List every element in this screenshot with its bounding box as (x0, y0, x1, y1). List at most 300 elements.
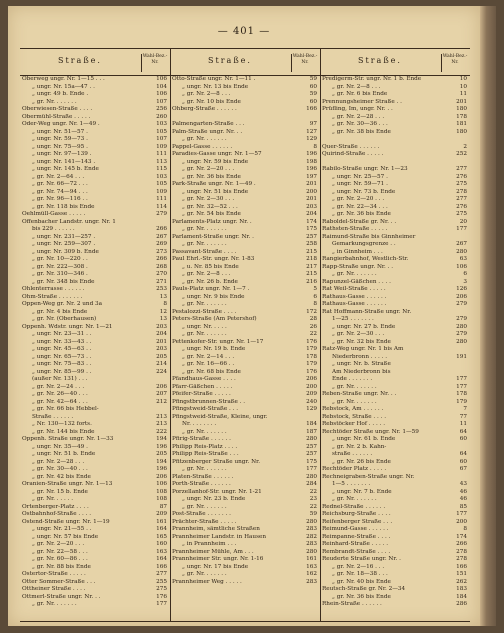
district-number: 203 (156, 346, 167, 352)
district-number: 165 (156, 533, 167, 540)
column-subtitle: Wahl-Bez.-Nr. (291, 54, 318, 72)
street-name: Rhein-Straße . . . . . . (322, 601, 382, 607)
district-number: 177 (456, 511, 467, 517)
district-number: 205 (156, 451, 167, 457)
district-number: 13 (159, 293, 167, 300)
index-entry (320, 189, 470, 197)
street-name: „ ungr. Nr. 19 b. Ende (182, 346, 246, 352)
street-name: „ ungr. Nr. 73 b. Ende (332, 188, 396, 195)
district-number: 194 (156, 436, 167, 442)
street-name: Ratz-Weg ungr. Nr. 1 bis Am (322, 346, 404, 352)
district-number: 206 (156, 383, 167, 390)
district-number: 3 (463, 278, 467, 285)
street-name: „ gr. Nr. . . . . . . (32, 601, 77, 607)
index-entry (320, 594, 470, 602)
street-name: „ gr. Nr. 10 bis Ende (182, 98, 241, 105)
district-number: 184 (306, 421, 317, 427)
district-number: 46 (459, 488, 467, 495)
street-name: Rathsten-Straße . . . . . (322, 226, 388, 232)
district-number: 127 (306, 128, 317, 135)
district-number: 109 (156, 188, 167, 195)
street-name: „ ungr. Nr. 45—63 . . (32, 346, 92, 352)
index-entry (170, 444, 320, 452)
street-name: „ ungr. Nr. 259—307 . (32, 241, 96, 247)
index-entry (320, 294, 470, 302)
district-number: 279 (156, 211, 167, 217)
street-name: „ ungr. Nr. 141—143 . (32, 158, 96, 165)
index-entry (20, 196, 170, 204)
district-number: 151 (456, 571, 467, 577)
index-entry (320, 586, 470, 594)
district-number: 269 (156, 241, 167, 247)
index-entry (20, 136, 170, 144)
index-entry (170, 541, 320, 549)
street-name: „ gr. Nr. 26 b. Ende (182, 278, 238, 285)
index-entry (320, 114, 470, 122)
index-entry (320, 279, 470, 287)
district-number: 283 (306, 526, 317, 532)
index-entry (170, 196, 320, 204)
street-name: Quer-Straße . . . . . . (322, 143, 380, 150)
district-number: 277 (456, 196, 467, 202)
index-entry (20, 309, 170, 317)
street-name: Rechneigraben-Straße ungr. Nr. (322, 473, 415, 480)
street-name: „ gr. Nr. 88 bis Ende (32, 563, 91, 570)
street-name: „ gr. Nr. 2—28 . . . (32, 458, 85, 465)
street-name: Post-Straße . . . . . . . (172, 511, 231, 517)
index-entry (170, 384, 320, 392)
street-name: Oppenh. Wdstr. ungr. Nr. 1—21 (22, 323, 113, 330)
index-entry (320, 601, 470, 609)
district-number: 260 (156, 113, 167, 120)
street-name: „ gr. Nr. 26—40 . . . (32, 391, 88, 397)
district-number: 222 (156, 428, 167, 435)
district-number: 200 (306, 188, 317, 195)
street-name: Ende . . . . . . . (332, 376, 373, 382)
street-name: „ ungr. Nr. 15a—47 . . (32, 83, 95, 90)
street-name: Rapunzel-Gäßchen . . . . (322, 278, 391, 285)
street-name: Pfandhaus-Gasse . . . . (172, 376, 236, 382)
index-entry (170, 331, 320, 339)
district-number: 177 (456, 383, 467, 390)
street-name: „ gr. Nr. 54 bis Ende (182, 211, 241, 217)
district-number: 176 (156, 593, 167, 600)
street-name: „ gr. Nr. 16—66 . . (182, 361, 235, 367)
index-entry (320, 309, 470, 317)
index-entry (20, 504, 170, 512)
street-name: straße . . . . . . (332, 451, 373, 457)
street-name: Paradies-Gasse ungr. Nr. 1—57 (172, 151, 262, 157)
district-number: 206 (156, 473, 167, 480)
district-number: 206 (456, 293, 467, 300)
index-entry (20, 294, 170, 302)
district-number: 106 (456, 263, 467, 270)
district-number: 108 (156, 488, 167, 495)
index-entry (170, 136, 320, 144)
district-number: 172 (306, 308, 317, 315)
street-name: Prüfling, Im, ungr. Nr. . . (322, 106, 393, 112)
index-entry (320, 121, 470, 129)
district-number: 200 (456, 518, 467, 525)
index-entry (20, 444, 170, 452)
index-entry (20, 144, 170, 152)
district-number: 22 (309, 331, 317, 337)
street-name: bis 229 . . . . . . (32, 226, 75, 232)
district-number: 191 (456, 353, 467, 360)
index-entry (170, 316, 320, 324)
district-number: 6 (463, 271, 467, 277)
index-entry (320, 196, 470, 204)
index-entry (20, 519, 170, 527)
street-name: Predigerm-Str. ungr. Nr. 1 b. Ende (322, 76, 422, 82)
index-entry (170, 369, 320, 377)
street-name: „ gr. Nr. 2—20 . . . (182, 166, 235, 172)
district-number: 280 (306, 473, 317, 480)
street-name: Palmengarten-Straße . . . (172, 121, 245, 127)
index-entry (170, 504, 320, 512)
index-entry (20, 361, 170, 369)
index-entry (170, 496, 320, 504)
street-name: Porzellanhof-Str. ungr. Nr. 1-21 (172, 488, 262, 495)
index-entry (320, 226, 470, 234)
street-name: Reimund-Gasse . . . . . . (322, 526, 389, 532)
street-name: „ ungr. Nr. 25—57 . (332, 173, 388, 180)
street-name: „ gr. Nr. 36 bis Ende (182, 173, 241, 180)
district-number: 280 (456, 323, 467, 330)
index-entry (320, 84, 470, 92)
street-name: Rat Weil-Straße . . . . . (322, 286, 386, 292)
street-name: „ gr. Nr. . . . . . . (332, 398, 377, 405)
street-name: „ gr. Nr. 38 bis Ende (332, 128, 391, 135)
index-entry (20, 369, 170, 377)
street-name: „ ungr. Nr. 75—95 . (32, 143, 88, 150)
street-name: „ gr. Nr. 310—346 . (32, 271, 88, 277)
index-entry (170, 564, 320, 572)
column-title: Straße. (358, 56, 402, 65)
street-name: „ gr. Nr. . . . . . . (32, 98, 77, 105)
district-number: 207 (156, 391, 167, 397)
district-number: 85 (459, 503, 467, 510)
district-number: 129 (306, 136, 317, 142)
street-name: „ ungr. Nr. 33—43 . . (32, 338, 92, 345)
index-entry (320, 316, 470, 324)
street-name: Pappel-Gasse . . . . . . (172, 143, 233, 150)
street-name: „ gr. Nr. 2—30 . . . (332, 331, 385, 337)
district-number: 218 (306, 256, 317, 262)
street-name: Pauls-Platz ungr. Nr. 1—7 . (172, 286, 250, 292)
street-name: „ ungr. Nr. 27 b. Ende (332, 323, 396, 330)
street-name: „ gr. Nr. . . . . . . (182, 428, 227, 435)
index-entry (170, 256, 320, 264)
district-number: 177 (456, 376, 467, 382)
district-number: 203 (156, 323, 167, 330)
index-entry (20, 384, 170, 392)
book-page (8, 6, 480, 626)
index-entry (320, 579, 470, 587)
street-name: Obermühl-Straße . . . . . (22, 113, 91, 120)
district-number: 13 (159, 316, 167, 322)
street-name: „ ungr. Nr. 9 bis Ende (182, 293, 245, 300)
index-entry (20, 376, 170, 384)
street-name: Prannheimer Mühle, Am . . . (172, 548, 254, 555)
index-entry (20, 459, 170, 467)
district-number: 115 (156, 166, 167, 172)
street-name: „ gr. Nr. 68 bis Ende (182, 368, 241, 375)
district-number: 163 (156, 548, 167, 555)
index-entry (320, 541, 470, 549)
district-number: 224 (156, 368, 167, 375)
index-entry (320, 414, 470, 422)
street-name: „ gr. Nr. 40 bis Ende (332, 578, 391, 585)
street-name: „ gr. Nr. 10—220 . . (32, 256, 88, 262)
street-name: Oppen-Weg gr. Nr. 2 und 3a (22, 301, 103, 307)
street-name: Prannheimer Weg . . . . . (172, 578, 242, 585)
street-name: „ gr. Nr. 22—58 . . . (32, 548, 88, 555)
street-name: Pfingstweid-Straße, Kleine, ungr. (172, 413, 268, 420)
district-number: 198 (306, 158, 317, 165)
district-number: 178 (456, 391, 467, 397)
district-number: 206 (306, 376, 317, 382)
street-name: „ u. Nr. 85 bis Ende (182, 263, 239, 270)
district-number: 212 (156, 398, 167, 405)
index-entry (170, 309, 320, 317)
street-name: Oberweg ungr. Nr. 1—15 . . . (22, 76, 105, 82)
street-name: „ gr. Nr. . . . . . . (332, 383, 377, 390)
district-number: 161 (306, 556, 317, 562)
column-title: Straße. (58, 56, 102, 65)
district-number: 177 (306, 466, 317, 472)
street-name: Reutsch-Straße gr. Nr. 2—34 (322, 586, 406, 592)
district-number: 176 (306, 368, 317, 375)
street-name: „ gr. Nr. 2—28 . . . (332, 113, 385, 120)
street-name: Reichsburg-Straße . . . . (322, 511, 391, 517)
index-entry (20, 91, 170, 99)
district-number: 255 (156, 578, 167, 585)
index-entry (170, 339, 320, 347)
index-entry (20, 76, 170, 84)
street-name: Am Niederbronn bis (332, 368, 391, 375)
district-number: 280 (306, 436, 317, 442)
index-entry (320, 519, 470, 527)
street-name: „ gr. Nr. 18—38 . . . (332, 571, 388, 577)
column-header (20, 49, 170, 76)
district-number: 97 (309, 121, 317, 127)
index-entry (170, 534, 320, 542)
district-number: 205 (156, 353, 167, 360)
street-name: „ gr. Nr. . . . . . . (182, 136, 227, 142)
street-name: Oehlmüll-Gasse . . . . . (22, 211, 86, 217)
index-entry (20, 594, 170, 602)
district-number: 201 (456, 98, 467, 105)
index-entry (320, 106, 470, 114)
district-number: 201 (306, 181, 317, 187)
district-number: 59 (309, 91, 317, 97)
street-name: „ ungr. Nr. 23—31 . . (32, 331, 92, 337)
district-number: 268 (156, 263, 167, 270)
index-entry (320, 369, 470, 377)
index-entry (170, 159, 320, 167)
index-entry (20, 511, 170, 519)
index-entry (20, 249, 170, 257)
index-entry (20, 181, 170, 189)
index-entry (20, 601, 170, 609)
district-number: 200 (306, 383, 317, 390)
street-name: „ gr. Nr. 96—116 . . (32, 196, 88, 202)
index-entry (20, 166, 170, 174)
district-number: 60 (459, 458, 467, 465)
index-entry (170, 489, 320, 497)
street-name: „ gr. Nr. 2 b. Kahn- (332, 443, 387, 450)
district-number: 283 (306, 578, 317, 585)
district-number: 8 (463, 526, 467, 532)
street-name: „ gr. Nr. 144 bis Ende (32, 428, 95, 435)
district-number: 161 (156, 518, 167, 525)
index-entry (320, 264, 470, 272)
street-name: Prannheimer Str. ungr. Nr. 1-16 (172, 556, 264, 562)
district-number: 180 (456, 106, 467, 112)
district-number: 178 (456, 113, 467, 120)
index-entry (320, 144, 470, 152)
street-name: „ gr. Nr. 42 bis Ende (32, 473, 91, 480)
district-number: 280 (306, 518, 317, 525)
district-number: 111 (156, 151, 167, 157)
street-name: Offenbacher Landstr. ungr. Nr. 1 (22, 218, 116, 225)
district-number: 10 (459, 76, 467, 82)
district-number: 194 (156, 458, 167, 465)
index-entry (320, 504, 470, 512)
index-entry (320, 324, 470, 332)
district-number: 108 (156, 496, 167, 502)
index-entry (320, 496, 470, 504)
index-entry (170, 526, 320, 534)
street-name: „ ungr. Nr. 7 b. Ende (332, 488, 392, 495)
street-name: Straße . . . . . . (32, 413, 74, 420)
district-number: 217 (306, 263, 317, 270)
index-entry (320, 159, 470, 167)
street-name: Prannheimer Landstr. in Hausen (172, 533, 267, 540)
index-entry (320, 406, 470, 414)
index-entry (170, 519, 320, 527)
street-name: „ gr. Nr. . . . . . . (182, 503, 227, 510)
street-name: „ gr. Nr. . . . . . . (182, 466, 227, 472)
district-number: 215 (306, 271, 317, 277)
index-entry (20, 451, 170, 459)
street-name: Passavant-Straße . . . . (172, 248, 237, 255)
district-number: 175 (306, 226, 317, 232)
district-number: 284 (306, 481, 317, 487)
index-entry (20, 84, 170, 92)
district-number: 28 (309, 316, 317, 322)
index-entry (20, 429, 170, 437)
district-number: 160 (156, 541, 167, 547)
district-number: 253 (156, 286, 167, 292)
district-number: 215 (306, 248, 317, 255)
district-number: 179 (306, 346, 317, 352)
street-name: Pfingstbrunnen-Straße . . (172, 398, 246, 405)
district-number: 178 (306, 353, 317, 360)
district-number: 278 (456, 556, 467, 562)
street-name: Philipp Reis-Straße . . . (172, 451, 239, 457)
index-entry (320, 331, 470, 339)
street-name: „ ungr. Nr. 57 bis Ende (32, 533, 99, 540)
index-entry (20, 534, 170, 542)
street-name: Oder-Weg ungr. Nr. 1—49 . (22, 121, 100, 127)
district-number: 180 (456, 128, 467, 135)
index-entry (20, 279, 170, 287)
street-name: Rechtöder Platz . . . . . (322, 466, 387, 472)
district-number: 267 (456, 241, 467, 247)
index-entry (320, 466, 470, 474)
index-entry (20, 174, 170, 182)
street-name: „ gr. Nr. 36 bis Ende (332, 211, 391, 217)
street-name: „ gr. Nr. 2—8 . . . (332, 83, 381, 90)
district-number: 60 (309, 83, 317, 90)
index-entry (170, 571, 320, 579)
street-name: „ gr. Nr. 2—8 . . . (182, 91, 231, 97)
street-name: Pfirig-Straße . . . . . . (172, 436, 231, 442)
district-number: 275 (456, 211, 467, 217)
street-name: Nr. . . . . . . . (182, 421, 217, 427)
street-name: Rechtöder Straße ungr. Nr. 1—59 (322, 428, 419, 435)
district-number: 105 (156, 181, 167, 187)
index-entry (320, 241, 470, 249)
district-number: 204 (306, 211, 317, 217)
district-number: 6 (313, 293, 317, 300)
index-entry (170, 376, 320, 384)
index-entry (320, 384, 470, 392)
street-name: Quirind-Straße . . . . . (322, 151, 384, 157)
district-number: 209 (306, 391, 317, 397)
district-number: 12 (159, 308, 167, 315)
index-entry (20, 159, 170, 167)
street-name: Ottmerl-Straße ungr. Nr. . . (22, 593, 101, 600)
street-name: Pettenkofer-Str. ungr. Nr. 1—17 (172, 338, 264, 345)
district-number: 278 (456, 188, 467, 195)
street-name: Reuderte Straße ungr. Nr. . (322, 556, 401, 562)
index-entry (320, 511, 470, 519)
index-entry (170, 361, 320, 369)
street-name: Oranien-Straße ungr. Nr. 1—13 (22, 481, 113, 487)
index-entry (170, 474, 320, 482)
district-number: 104 (156, 83, 167, 90)
index-entry (320, 534, 470, 542)
street-name: Palm-Straße ungr. Nr. . . (172, 128, 243, 135)
street-name: Reben-Straße ungr. Nr. . . (322, 391, 397, 397)
index-entry (170, 451, 320, 459)
index-entry (320, 301, 470, 309)
index-entry (20, 219, 170, 227)
district-number: 252 (456, 151, 467, 157)
index-entry (320, 391, 470, 399)
index-entry (20, 256, 170, 264)
street-name: Rebstock, Straße . . . . (322, 413, 387, 420)
street-name: Rat Hoffmann-Straße ungr. Nr. (322, 308, 412, 315)
district-number: 11 (459, 421, 467, 427)
street-name: „ gr. Nr. 2—24 . . . (32, 383, 85, 390)
index-entry (320, 526, 470, 534)
street-name: Gemarkungsgrenze . . (332, 241, 396, 247)
district-number: 213 (156, 421, 167, 427)
district-number: 164 (156, 556, 167, 562)
index-entry (170, 91, 320, 99)
street-name: „ gr. Nr. 2—14 . . . (182, 353, 235, 360)
index-entry (320, 399, 470, 407)
district-number: 109 (156, 143, 167, 150)
district-number: 280 (306, 548, 317, 555)
district-number: 87 (159, 503, 167, 510)
index-entry (320, 451, 470, 459)
street-name: Pestalozzi-Straße . . . . (172, 308, 237, 315)
